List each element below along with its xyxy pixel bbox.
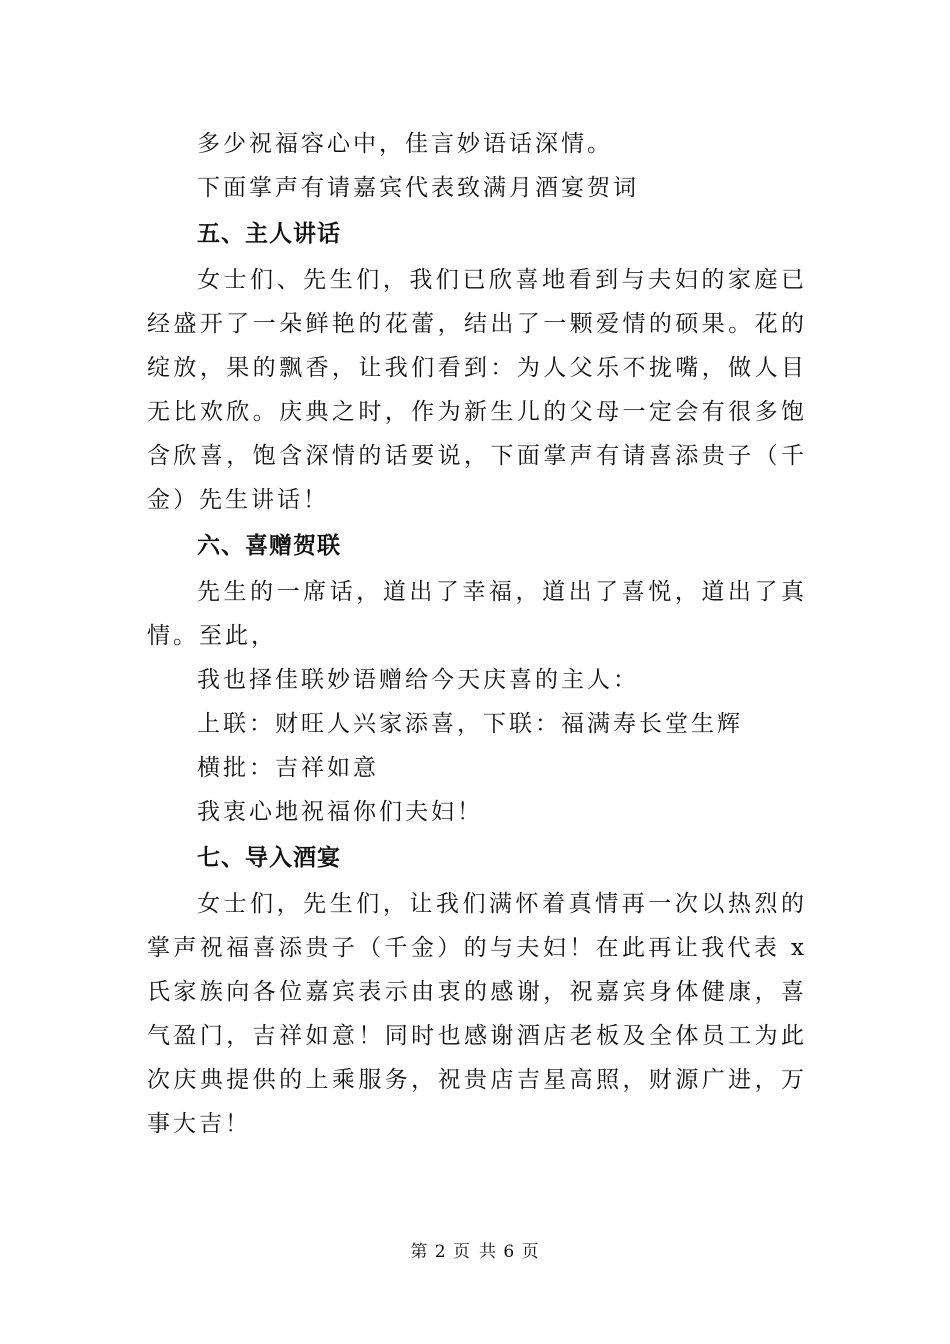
section-6-line-4: 我衷心地祝福你们夫妇！ [197,799,483,825]
section-6-line-1: 我也择佳联妙语赠给今天庆喜的主人： [197,667,639,693]
section-6-line-3: 横批：吉祥如意 [197,755,379,781]
section-6-paragraph: 先生的一席话，道出了幸福，道出了喜悦，道出了真情。至此， [147,579,807,649]
intro-line-2: 下面掌声有请嘉宾代表致满月酒宴贺词 [197,175,639,201]
page-number: 第 2 页 [410,1242,471,1262]
intro-line-1: 多少祝福容心中，佳言妙语话深情。 [197,131,613,157]
page-footer [0,1240,950,1264]
section-7-heading: 七、导入酒宴 [197,845,341,871]
section-7-paragraph: 女士们，先生们，让我们满怀着真情再一次以热烈的掌声祝福喜添贵子（千金）的与夫妇！在此再让我代表 x 氏家族向各位嘉宾表示由衷的感谢，祝嘉宾身体健康，喜气盈门，吉祥如意！同时也感谢酒店老板及全体员工为此次庆典提供的上乘服务，祝贵店吉星高照，财源广进，万事大吉！ [147,891,807,1137]
section-6-line-2: 上联：财旺人兴家添喜，下联：福满寿长堂生辉 [197,711,743,737]
document-body [147,122,807,1146]
page-total: 共 6 页 [479,1242,540,1262]
section-5-heading: 五、主人讲话 [197,221,341,247]
section-5-paragraph: 女士们、先生们，我们已欣喜地看到与夫妇的家庭已经盛开了一朵鲜艳的花蕾，结出了一颗爱情的硕果。花的绽放，果的飘香，让我们看到：为人父乐不拢嘴，做人目无比欢欣。庆典之时，作为新生儿的父母一定会有很多饱含欣喜，饱含深情的话要说，下面掌声有请喜添贵子（千金）先生讲话！ [147,267,807,513]
section-6-heading: 六、喜赠贺联 [197,533,341,559]
